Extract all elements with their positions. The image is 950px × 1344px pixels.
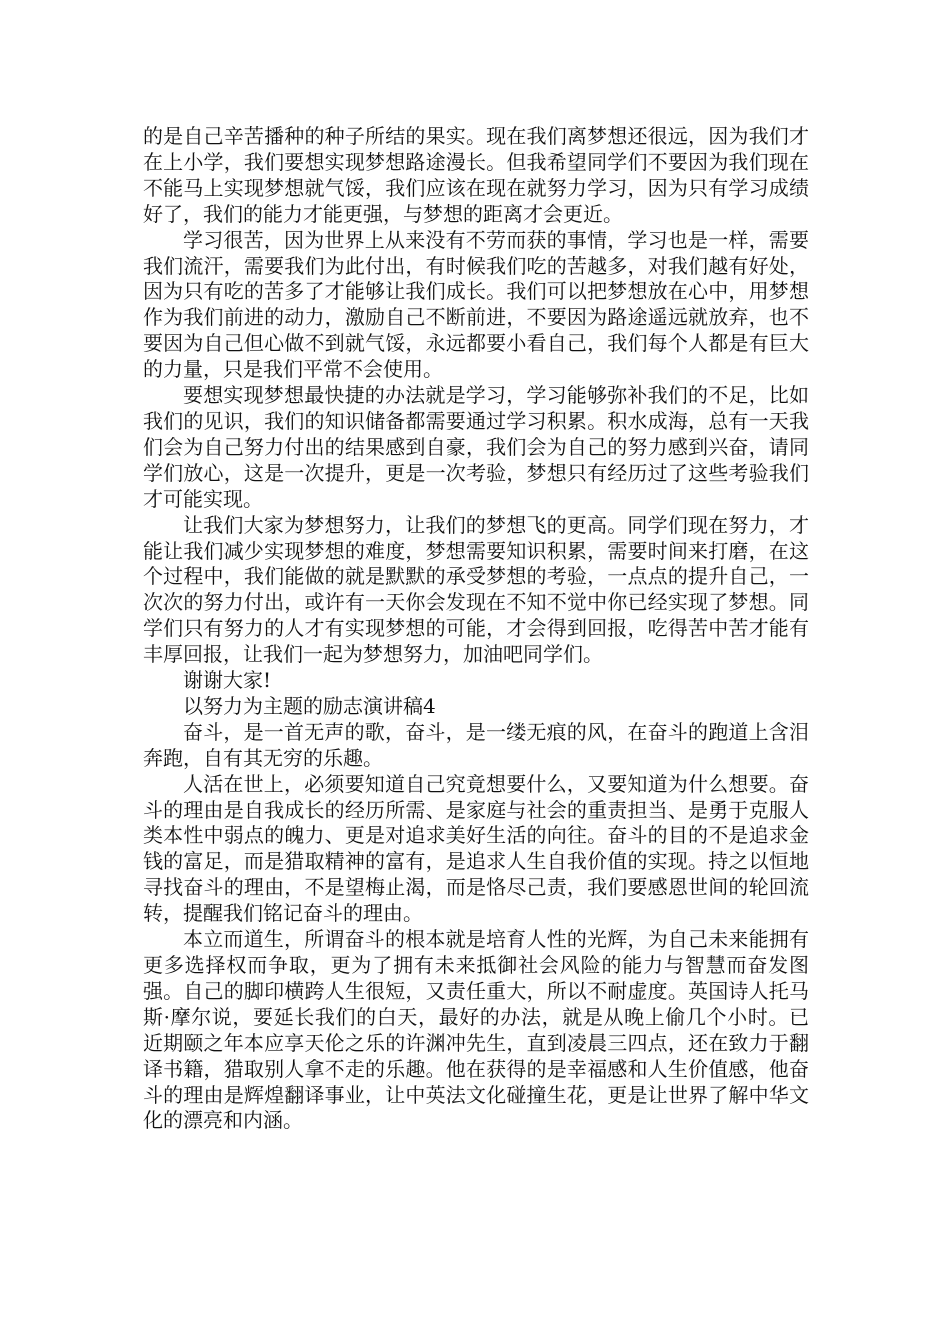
paragraph-foundation: 本立而道生，所谓奋斗的根本就是培育人性的光辉，为自己未来能拥有更多选择权而争取，更为了拥有未来抵御社会风险的能力与智慧而奋发图强。自己的脚印横跨人生很短，又责任重大，所以不耐虚度。英国诗人托马斯·摩尔说，要延长我们的白天，最好的办法，就是从晚上偷几个小时。已近期颐之年本应享天伦之乐的许渊冲先生，直到凌晨三四点，还在致力于翻译书籍，猎取别人拿不走的乐趣。他在获得的是幸福感和人生价值感，他奋斗的理由是辉煌翻译事业，让中英法文化碰撞生花，更是让世界了解中华文化的漂亮和内涵。 bbox=[143, 927, 809, 1133]
paragraph-continuation: 的是自己辛苦播种的种子所结的果实。现在我们离梦想还很远，因为我们才在上小学，我们要想实现梦想路途漫长。但我希望同学们不要因为我们现在不能马上实现梦想就气馁，我们应该在现在就努力学习，因为只有学习成绩好了，我们的能力才能更强，与梦想的距离才会更近。 bbox=[143, 124, 809, 226]
section-title: 以努力为主题的励志演讲稿4 bbox=[183, 693, 436, 718]
paragraph-reason-to-struggle: 人活在世上，必须要知道自己究竟想要什么，又要知道为什么想要。奋斗的理由是自我成长的经历所需、是家庭与社会的重责担当、是勇于克服人类本性中弱点的魄力、更是对追求美好生活的向往。奋斗的目的不是追求金钱的富足，而是猎取精神的富有，是追求人生自我价值的实现。持之以恒地寻找奋斗的理由，不是望梅止渴，而是恪尽己责，我们要感恩世间的轮回流转，提醒我们铭记奋斗的理由。 bbox=[143, 771, 809, 926]
paragraph-struggle-song: 奋斗，是一首无声的歌，奋斗，是一缕无痕的风，在奋斗的跑道上含泪奔跑，自有其无穷的乐趣。 bbox=[143, 719, 809, 770]
paragraph-thanks: 谢谢大家! bbox=[183, 668, 272, 693]
paragraph-dream-effort: 让我们大家为梦想努力，让我们的梦想飞的更高。同学们现在努力，才能让我们减少实现梦想的难度，梦想需要知识积累，需要时间来打磨，在这个过程中，我们能做的就是默默的承受梦想的考验，一点点的提升自己，一次次的努力付出，或许有一天你会发现在不知不觉中你已经实现了梦想。同学们只有努力的人才有实现梦想的可能，才会得到回报，吃得苦中苦才能有丰厚回报，让我们一起为梦想努力，加油吧同学们。 bbox=[143, 512, 809, 667]
paragraph-study-hard: 学习很苦，因为世界上从来没有不劳而获的事情，学习也是一样，需要我们流汗，需要我们为此付出，有时候我们吃的苦越多，对我们越有好处，因为只有吃的苦多了才能够让我们成长。我们可以把梦想放在心中，用梦想作为我们前进的动力，激励自己不断前进，不要因为路途遥远就放弃，也不要因为自己但心做不到就气馁，永远都要小看自己，我们每个人都是有巨大的力量，只是我们平常不会使用。 bbox=[143, 227, 809, 382]
document-page bbox=[143, 124, 809, 1134]
paragraph-learning-method: 要想实现梦想最快捷的办法就是学习，学习能够弥补我们的不足，比如我们的见识，我们的知识储备都需要通过学习积累。积水成海，总有一天我们会为自己努力付出的结果感到自豪，我们会为自己的努力感到兴奋，请同学们放心，这是一次提升，更是一次考验，梦想只有经历过了这些考验我们才可能实现。 bbox=[143, 383, 809, 511]
